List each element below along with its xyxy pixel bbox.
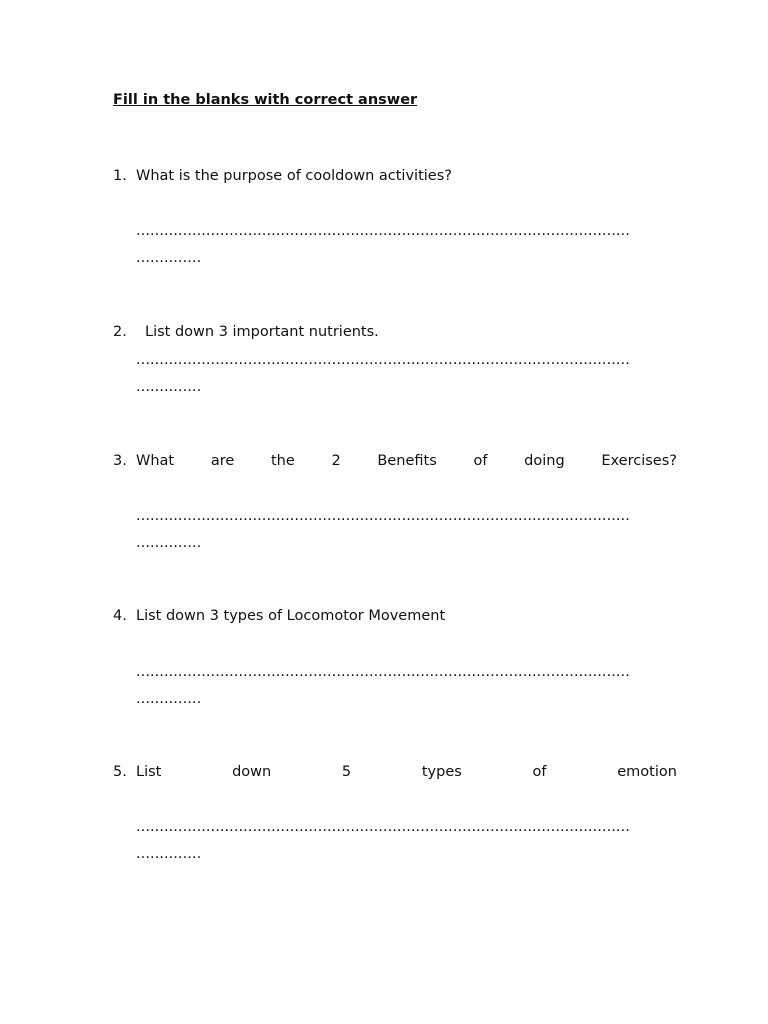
question-word: 5	[341, 764, 352, 780]
question-text	[136, 453, 677, 469]
question-1	[113, 168, 677, 190]
answer-line: ..........................................................................................................	[136, 508, 630, 524]
question-text: List down 3 types of Locomotor Movement	[136, 608, 446, 624]
question-word: types	[421, 764, 462, 780]
answer-line: ..........................................................................................................	[136, 819, 630, 835]
question-number: 5.	[113, 764, 127, 780]
question-text	[136, 764, 677, 780]
question-word: of	[532, 764, 547, 780]
question-word: 2	[331, 453, 341, 469]
worksheet-title: Fill in the blanks with correct answer	[113, 92, 418, 108]
answer-blank-3[interactable]	[136, 503, 677, 557]
answer-line: ..............	[136, 379, 202, 395]
answer-blank-5[interactable]	[136, 814, 677, 868]
question-word: down	[232, 764, 272, 780]
question-word: What	[136, 453, 175, 469]
answer-blank-4[interactable]	[136, 659, 677, 713]
answer-line: ..............	[136, 250, 202, 266]
question-word: the	[270, 453, 295, 469]
question-number: 1.	[113, 168, 127, 184]
question-number: 4.	[113, 608, 127, 624]
answer-blank-1[interactable]	[136, 218, 677, 272]
answer-line: ..........................................................................................................	[136, 352, 630, 368]
answer-blank-2[interactable]	[136, 347, 677, 401]
question-4	[113, 608, 677, 630]
question-word: emotion	[617, 764, 677, 780]
question-5	[113, 764, 677, 786]
question-word: are	[210, 453, 235, 469]
question-word: of	[473, 453, 488, 469]
question-number: 3.	[113, 453, 127, 469]
answer-line: ..............	[136, 691, 202, 707]
answer-line: ..........................................................................................................	[136, 664, 630, 680]
question-word: Benefits	[377, 453, 437, 469]
question-word: List	[136, 764, 162, 780]
answer-line: ..........................................................................................................	[136, 223, 630, 239]
question-word: Exercises?	[601, 453, 677, 469]
answer-line: ..............	[136, 535, 202, 551]
question-2	[113, 324, 677, 346]
question-word: doing	[524, 453, 565, 469]
question-text: What is the purpose of cooldown activities?	[136, 168, 452, 184]
question-3	[113, 453, 677, 475]
answer-line: ..............	[136, 846, 202, 862]
question-text: List down 3 important nutrients.	[145, 324, 379, 340]
question-number: 2.	[113, 324, 127, 340]
